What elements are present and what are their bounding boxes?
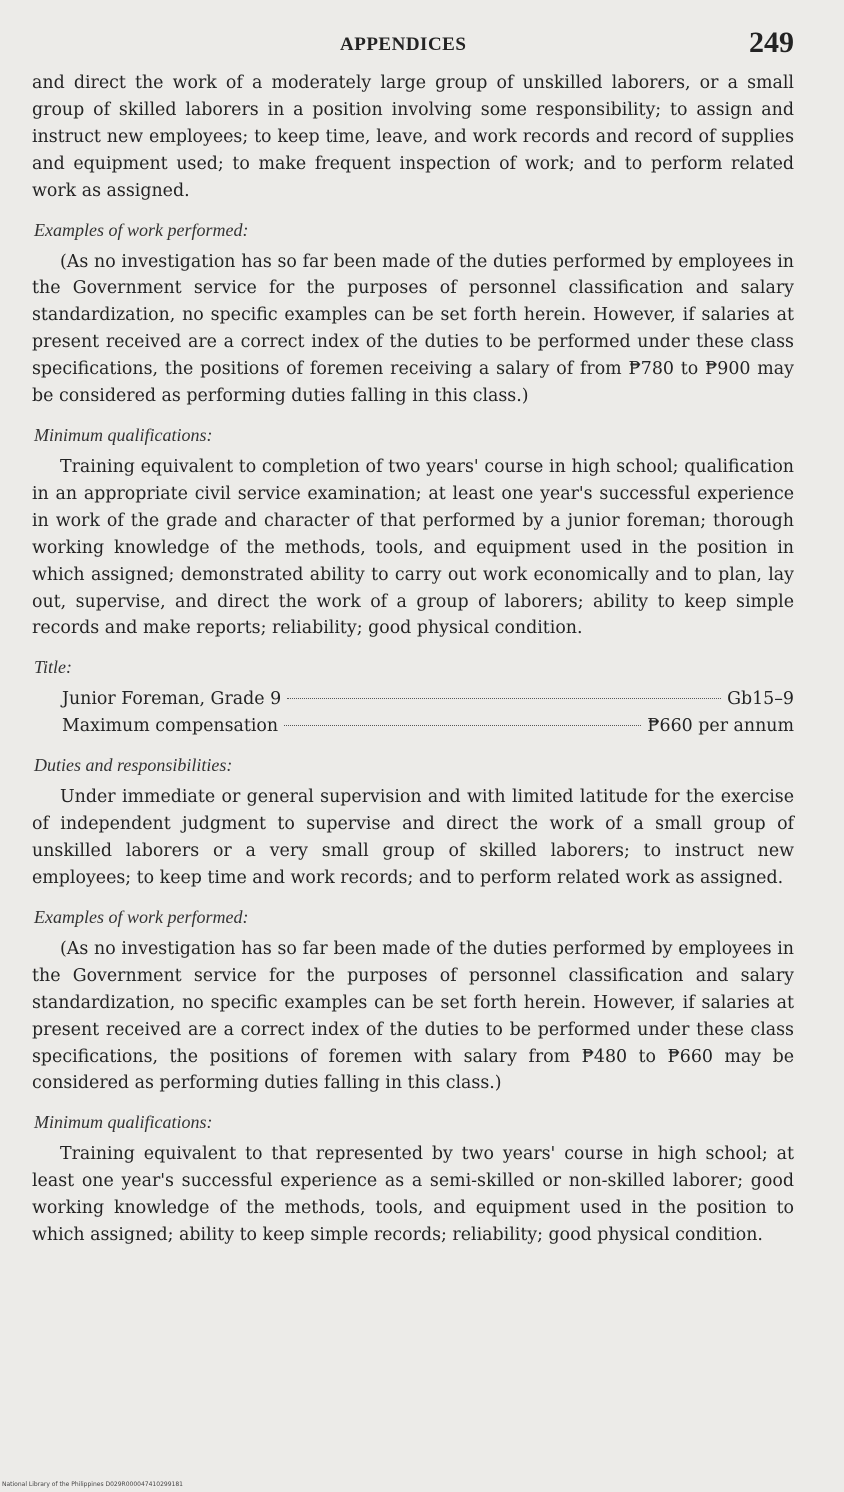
heading-qualifications-2: Minimum qualifications: bbox=[34, 1112, 213, 1133]
leader-dots bbox=[284, 725, 641, 726]
scan-footer: National Library of the Philippines D029R000047410299181 bbox=[2, 1481, 183, 1488]
leader-dots bbox=[287, 698, 721, 699]
position-row bbox=[62, 686, 794, 713]
position-label: Junior Foreman, Grade 9 bbox=[62, 689, 282, 710]
qualifications-paragraph-1: Training equivalent to completion of two years' course in high school; qualification in an appropriate civil service examination; at least one year's successful experience in work of the grade and character of that performed by a junior foreman; thorough working knowledge of the methods, tools, and equipment used in the position in which assigned; demonstrated ability to carry out work economically and to plan, lay out, supervise, and direct the work of a group of laborers; ability to keep simple records and make reports; reliability; good physical condition. bbox=[32, 456, 794, 639]
duties-paragraph-2: Under immediate or general supervision and with limited latitude for the exercise of independent judgment to supervise and direct the work of a small group of unskilled laborers or a very small group of skilled laborers; to instruct new employees; to keep time and work records; and to perform related work as assigned. bbox=[32, 787, 794, 889]
intro-paragraph: and direct the work of a moderately large group of unskilled laborers, or a small group of skilled laborers in a position involving some responsibility; to assign and instruct new employees; to keep time, leave, and work records and record of supplies and equipment used; to make frequent inspection of work; and to perform related work as assigned. bbox=[32, 73, 794, 201]
heading-title: Title: bbox=[34, 657, 73, 678]
compensation-value: ₱660 per annum bbox=[647, 716, 794, 737]
heading-examples-2: Examples of work performed: bbox=[34, 906, 249, 927]
compensation-label: Maximum compensation bbox=[62, 716, 279, 737]
examples-paragraph-2: (As no investigation has so far been made of the duties performed by employees in the Government service for the purposes of personnel classification and salary standardization, no specific examples can be set forth herein. However, if salaries at present received are a correct index of the duties to be performed under these class specifications, the positions of foremen with salary from ₱480 to ₱660 may be considered as performing duties falling in this class.) bbox=[32, 938, 794, 1094]
running-head: APPENDICES bbox=[340, 34, 467, 55]
page-header bbox=[32, 28, 794, 70]
title-block bbox=[62, 686, 794, 740]
examples-paragraph-1: (As no investigation has so far been made of the duties performed by employees in the Government service for the purposes of personnel classification and salary standardization, no specific examples can be set forth herein. However, if salaries at present received are a correct index of the duties to be performed under these class specifications, the positions of foremen receiving a salary of from ₱780 to ₱900 may be considered as performing duties falling in this class.) bbox=[32, 251, 794, 407]
heading-qualifications-1: Minimum qualifications: bbox=[34, 424, 213, 445]
compensation-row bbox=[62, 713, 794, 740]
heading-examples-1: Examples of work performed: bbox=[34, 219, 249, 240]
qualifications-paragraph-2: Training equivalent to that represented by two years' course in high school; at least one year's successful experience as a semi-skilled or non-skilled laborer; good working knowledge of the methods, tools, and equipment used in the position to which assigned; ability to keep simple records; reliability; good physical condition. bbox=[32, 1144, 794, 1246]
position-code: Gb15–9 bbox=[727, 689, 794, 710]
page-number: 249 bbox=[749, 26, 794, 59]
heading-duties-2: Duties and responsibilities: bbox=[34, 755, 233, 776]
